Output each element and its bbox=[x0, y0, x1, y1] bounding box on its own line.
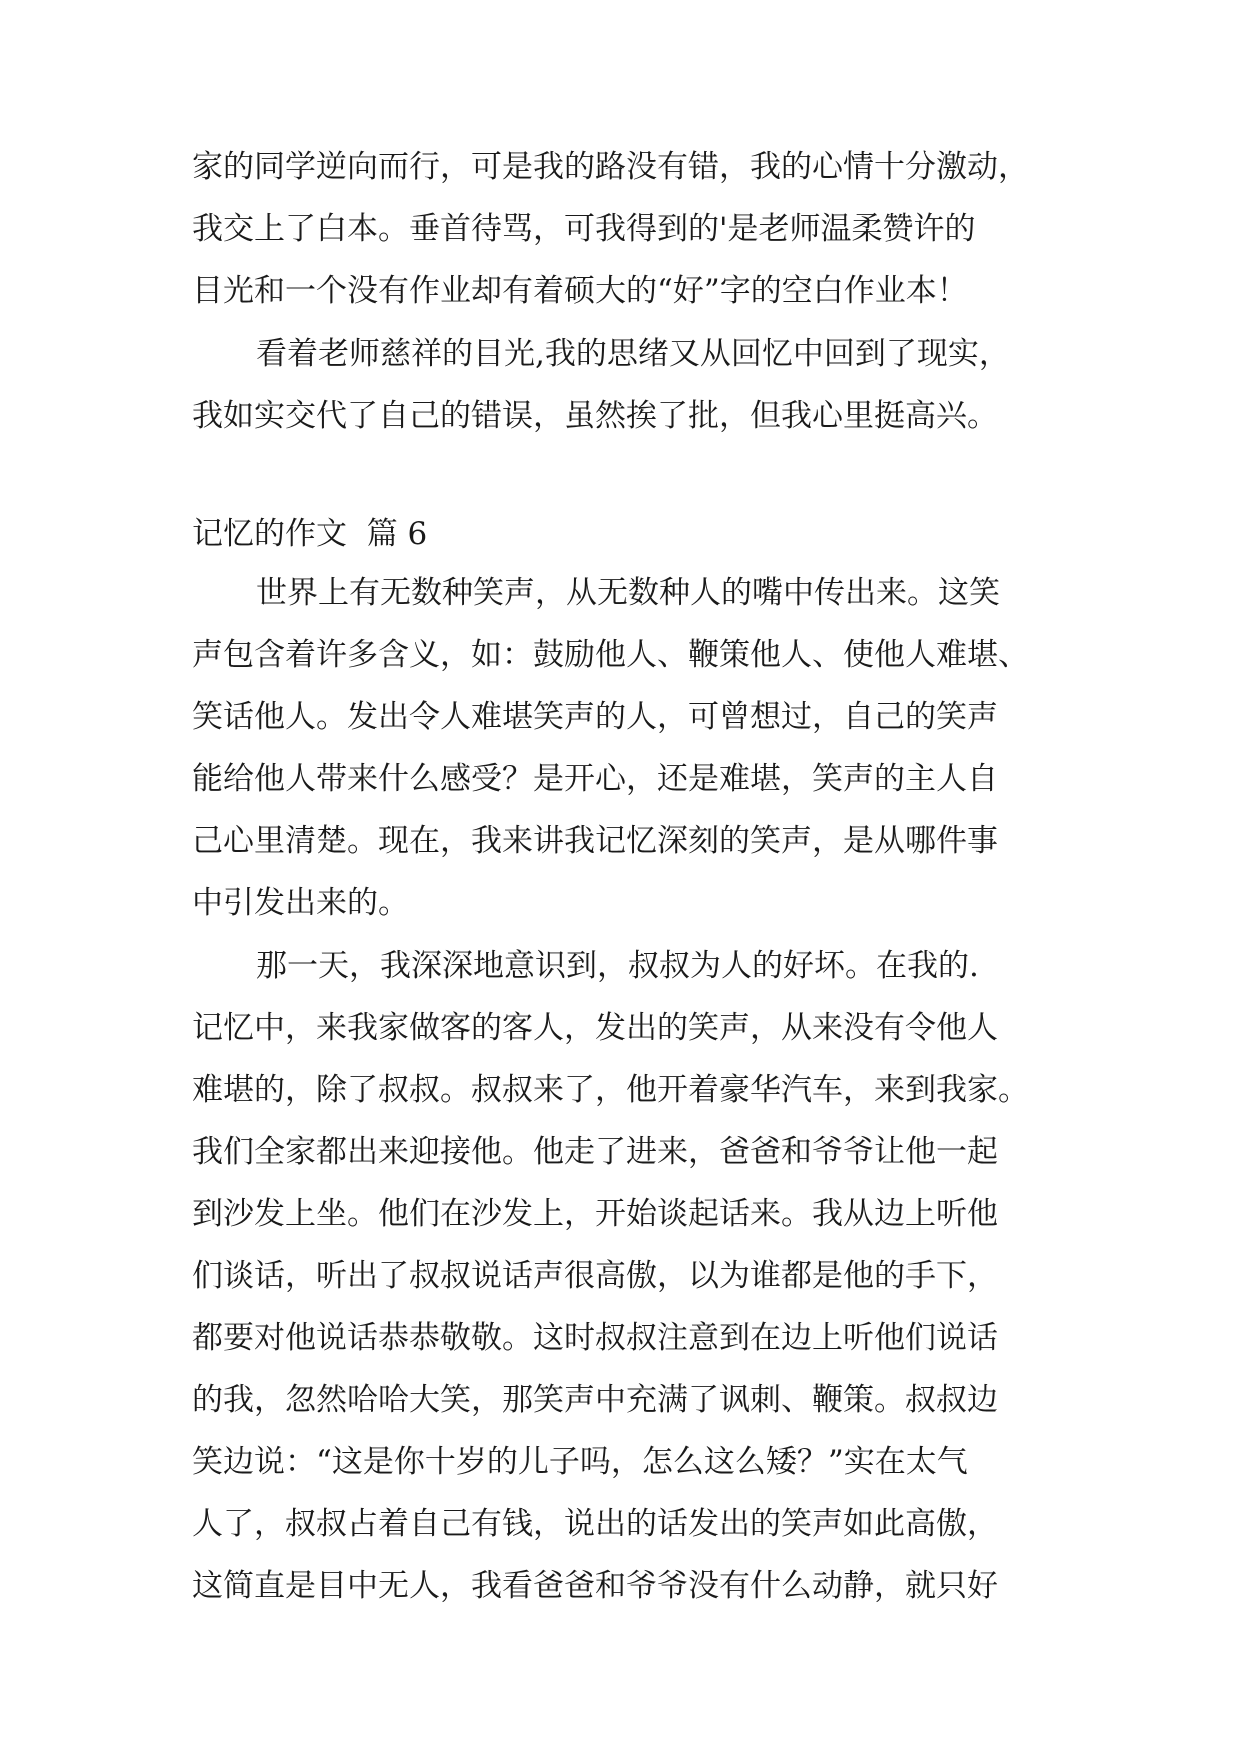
text-line: 看着老师慈祥的目光,我的思绪又从回忆中回到了现实， bbox=[256, 336, 1010, 372]
text-line: 我交上了白本。垂首待骂，可我得到的'是老师温柔赞许的 bbox=[192, 211, 976, 247]
text-line: 能给他人带来什么感受？是开心，还是难堪，笑声的主人自 bbox=[192, 761, 998, 797]
text-line: 声包含着许多含义，如：鼓励他人、鞭策他人、使他人难堪、 bbox=[192, 637, 1029, 673]
text-line: 我如实交代了自己的错误，虽然挨了批，但我心里挺高兴。 bbox=[192, 398, 998, 434]
text-line: 的我，忽然哈哈大笑，那笑声中充满了讽刺、鞭策。叔叔边 bbox=[192, 1382, 998, 1418]
text-line: 目光和一个没有作业却有着硕大的“好”字的空白作业本！ bbox=[192, 273, 968, 309]
text-line: 记忆中，来我家做客的客人，发出的笑声，从来没有令他人 bbox=[192, 1010, 998, 1046]
text-line: 那一天，我深深地意识到，叔叔为人的好坏。在我的. bbox=[256, 948, 979, 984]
text-line: 们谈话，听出了叔叔说话声很高傲，以为谁都是他的手下， bbox=[192, 1258, 998, 1294]
text-line: 笑边说：“这是你十岁的儿子吗，怎么这么矮？”实在太气 bbox=[192, 1444, 968, 1480]
section-heading: 记忆的作文 篇 6 bbox=[192, 516, 428, 552]
text-line: 难堪的，除了叔叔。叔叔来了，他开着豪华汽车，来到我家。 bbox=[192, 1072, 1029, 1108]
text-line: 人了，叔叔占着自己有钱，说出的话发出的笑声如此高傲， bbox=[192, 1506, 998, 1542]
text-line: 家的同学逆向而行，可是我的路没有错，我的心情十分激动， bbox=[192, 149, 1029, 185]
text-line: 到沙发上坐。他们在沙发上，开始谈起话来。我从边上听他 bbox=[192, 1196, 998, 1232]
text-line: 世界上有无数种笑声，从无数种人的嘴中传出来。这笑 bbox=[256, 575, 1000, 611]
text-line: 都要对他说话恭恭敬敬。这时叔叔注意到在边上听他们说话 bbox=[192, 1320, 998, 1356]
text-line: 中引发出来的。 bbox=[192, 885, 409, 921]
text-line: 我们全家都出来迎接他。他走了进来，爸爸和爷爷让他一起 bbox=[192, 1134, 998, 1170]
text-line: 这简直是目中无人，我看爸爸和爷爷没有什么动静，就只好 bbox=[192, 1568, 998, 1604]
text-line: 己心里清楚。现在，我来讲我记忆深刻的笑声，是从哪件事 bbox=[192, 823, 998, 859]
text-line: 笑话他人。发出令人难堪笑声的人，可曾想过，自己的笑声 bbox=[192, 699, 998, 735]
